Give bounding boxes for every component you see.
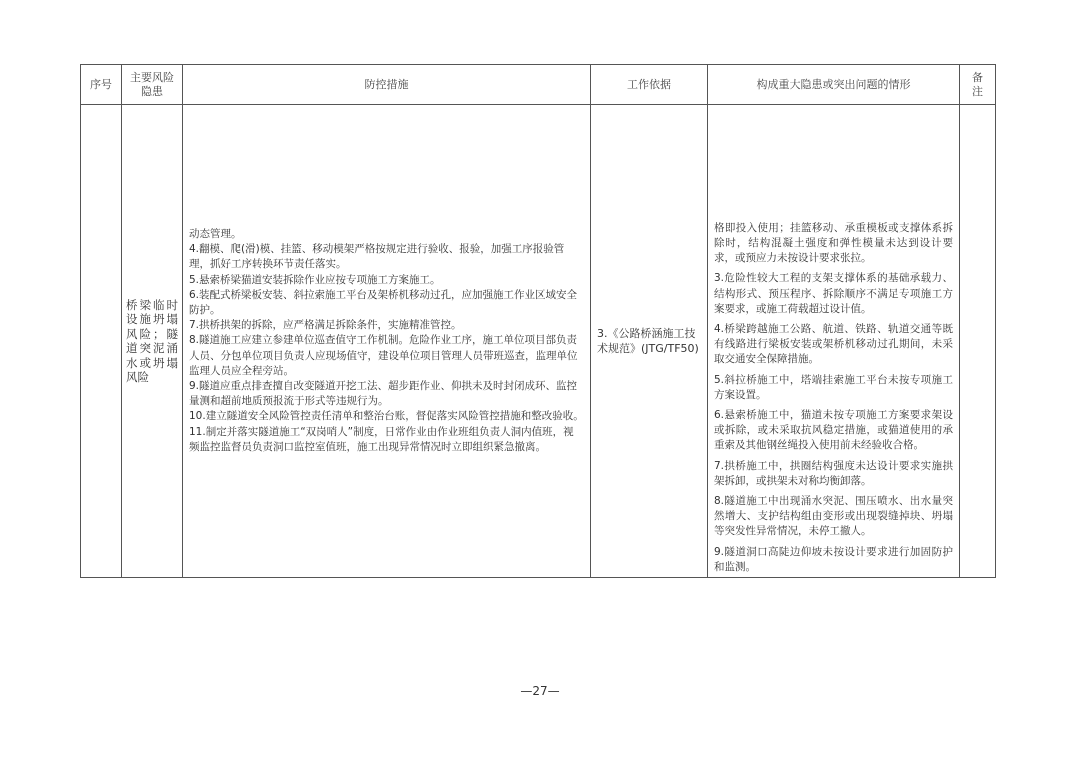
header-basis: 工作依据 (591, 65, 708, 105)
situation-item: 9.隧道洞口高陡边仰坡未按设计要求进行加固防护和监测。 (714, 545, 953, 573)
cell-measures (183, 105, 591, 578)
table-row (81, 105, 996, 578)
measure-item: 10.建立隧道安全风险管控责任清单和整治台账，督促落实风险管控措施和整改验收。 (189, 410, 584, 423)
measure-item: 4.翻模、爬(滑)模、挂篮、移动模架严格按规定进行验收、报验，加强工序报验管理，抓好工序转换环节责任落实。 (189, 243, 565, 271)
header-remarks: 备注 (960, 65, 996, 105)
situation-item: 6.悬索桥施工中，猫道未按专项施工方案要求架设或拆除，或未采取抗风稳定措施，或猫道使用的承重索及其他钢丝绳投入使用前未经验收合格。 (714, 408, 953, 452)
situation-item: 5.斜拉桥施工中，塔端挂索施工平台未按专项施工方案设置。 (714, 373, 953, 401)
cell-basis: 3.《公路桥涵施工技术规范》(JTG/TF50) (591, 105, 708, 578)
situation-item: 格即投入使用；挂篮移动、承重模板或支撑体系拆除时，结构混凝土强度和弹性模量未达到设计要求，或预应力未按设计要求张拉。 (714, 221, 953, 265)
header-no: 序号 (81, 65, 122, 105)
cell-risk: 桥梁临时设施坍塌风险；隧道突泥涌水或坍塌风险 (122, 105, 183, 578)
header-situation: 构成重大隐患或突出问题的情形 (708, 65, 960, 105)
header-measures: 防控措施 (183, 65, 591, 105)
header-risk: 主要风险隐患 (122, 65, 183, 105)
cell-remarks (960, 105, 996, 578)
measure-item: 9.隧道应重点排查擅自改变隧道开挖工法、超步距作业、仰拱未及时封闭成环、监控量测和超前地质预报流于形式等违规行为。 (189, 380, 578, 408)
table-header-row (81, 65, 996, 105)
situation-item: 3.危险性较大工程的支架支撑体系的基础承载力、结构形式、预压程序、拆除顺序不满足专项施工方案要求，或施工荷载超过设计值。 (714, 272, 953, 315)
cell-situation (708, 105, 960, 578)
measure-item: 7.拱桥拱架的拆除，应严格满足拆除条件，实施精准管控。 (189, 319, 462, 332)
measure-item: 11.制定并落实隧道施工“双岗哨人”制度，日常作业由作业班组负责人洞内值班，视频监控监督员负责洞口监控室值班，施工出现异常情况时立即组织紧急撤离。 (189, 425, 574, 453)
situation-item: 4.桥梁跨越施工公路、航道、铁路、轨道交通等既有线路进行梁板安装或架桥机移动过孔期间，未采取交通安全保障措施。 (714, 322, 953, 366)
page-number: —27— (520, 684, 560, 698)
cell-no (81, 105, 122, 578)
hazard-table (80, 64, 996, 578)
measure-item: 8.隧道施工应建立参建单位巡查值守工作机制。危险作业工序，施工单位项目部负责人员、分包单位项目负责人应现场值守，建设单位项目管理人员带班巡查，监理单位监理人员应全程旁站。 (189, 334, 578, 377)
measure-item: 动态管理。 (189, 227, 242, 240)
situation-item: 8.隧道施工中出现涌水突泥、围压喷水、出水量突然增大、支护结构组由变形或出现裂缝掉块、坍塌等突发性异常情况，未停工撤人。 (714, 494, 953, 538)
situation-item: 7.拱桥施工中，拱圈结构强度未达设计要求实施拱架拆卸，或拱架未对称均衡卸落。 (714, 459, 953, 487)
measure-item: 5.悬索桥梁猫道安装拆除作业应按专项施工方案施工。 (189, 273, 441, 286)
measure-item: 6.装配式桥梁板安装、斜拉索施工平台及架桥机移动过孔，应加强施工作业区域安全防护。 (189, 288, 578, 316)
